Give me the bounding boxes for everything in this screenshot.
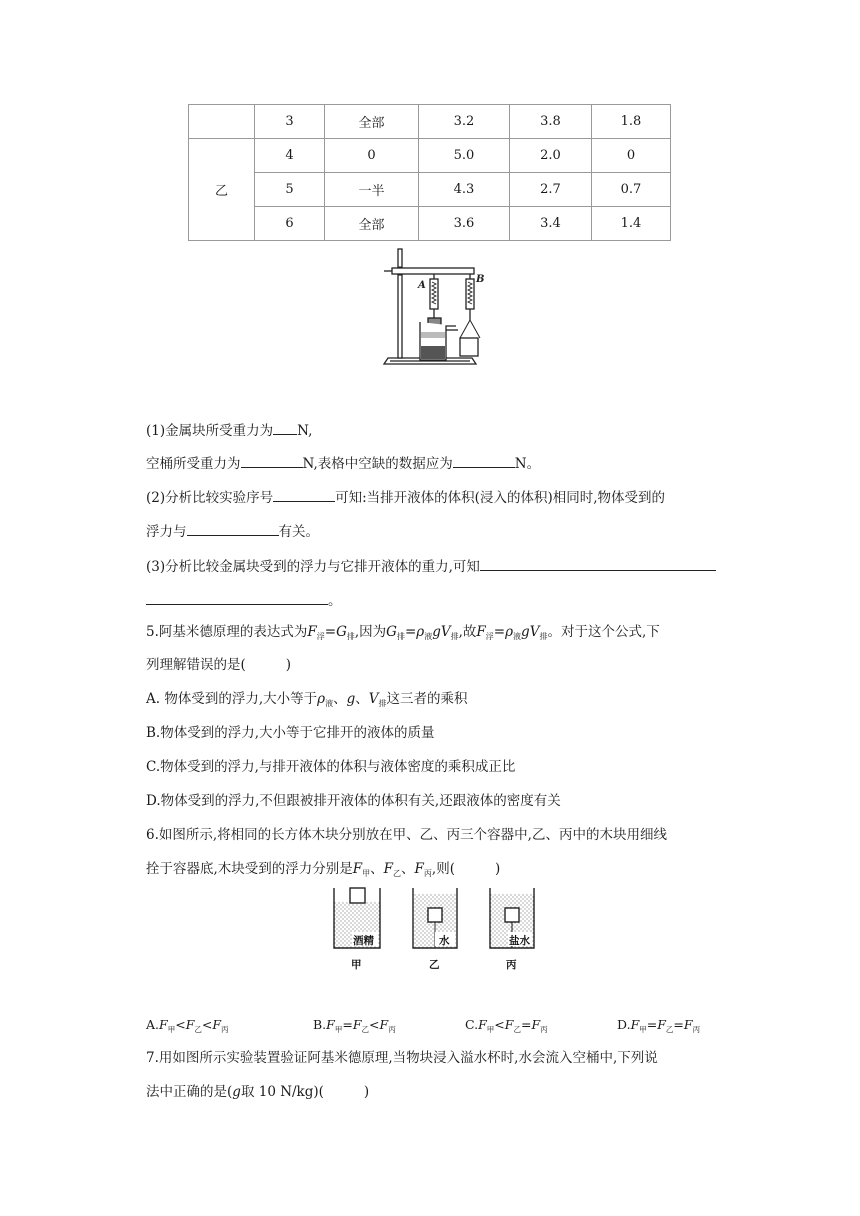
q6-stem-line1: 6.如图所示,将相同的长方体木块分别放在甲、乙、丙三个容器中,乙、丙中的木块用细线 (146, 827, 667, 843)
q6-option-a[interactable]: $A.F_甲<F_乙<F_丙$ (146, 1017, 229, 1034)
q4-part1-line1: (1)金属块所受重力为 N, (146, 420, 312, 440)
table-cell-immersion: 一半 (325, 173, 419, 207)
table-cell-value: 2.0 (510, 139, 592, 173)
answer-blank[interactable] (453, 453, 515, 468)
q5-option-d[interactable]: D.物体受到的浮力,不但跟被排开液体的体积有关,还跟液体的密度有关 (146, 793, 561, 809)
liquid-label-brine: 盐水 (509, 935, 530, 947)
answer-blank[interactable] (480, 556, 716, 571)
q5-option-b[interactable]: B.物体受到的浮力,大小等于它排开的液体的质量 (146, 725, 435, 741)
table-cell-seq: 4 (255, 139, 325, 173)
answer-blank[interactable] (187, 521, 279, 536)
table-cell-seq: 5 (255, 173, 325, 207)
table-cell-value: 1.8 (592, 105, 671, 139)
label-a: A (418, 280, 426, 291)
table-cell-value: 3.8 (510, 105, 592, 139)
table-row (189, 173, 671, 207)
q7-stem-line1: 7.用如图所示实验装置验证阿基米德原理,当物块浸入溢水杯时,水会流入空桶中,下列说 (146, 1050, 658, 1066)
experiment-data-table (188, 104, 671, 241)
table-cell-value: 3.4 (510, 207, 592, 241)
table-cell-value: 2.7 (510, 173, 592, 207)
q7-stem-line2: 法中正确的是(g取 10 N/kg)( ) (146, 1084, 370, 1100)
table-cell-value: 0 (592, 139, 671, 173)
table-cell-value: 4.3 (419, 173, 510, 207)
table-cell-value: 3.2 (419, 105, 510, 139)
table-row (189, 139, 671, 173)
container-caption-yi: 乙 (429, 959, 440, 971)
table-cell-value: 5.0 (419, 139, 510, 173)
q5-stem-line2: 列理解错误的是( ) (146, 657, 292, 673)
three-containers-figure (332, 884, 546, 974)
table-row (189, 207, 671, 241)
q5-option-a[interactable]: A. 物体受到的浮力,大小等于$\rho_液$、g、$V_排$这三者的乘积 (146, 691, 468, 708)
table-cell-group (189, 105, 255, 139)
q6-option-b[interactable]: $B.F_甲=F_乙<F_丙$ (313, 1017, 396, 1034)
q4-part3-line1: (3)分析比较金属块受到的浮力与它排开液体的重力,可知 (146, 556, 716, 576)
container-caption-jia: 甲 (351, 959, 362, 971)
answer-blank[interactable] (146, 590, 328, 605)
q4-part1-line2: 空桶所受重力为 N,表格中空缺的数据应为 N。 (146, 453, 540, 473)
q6-option-d[interactable]: $D.F_甲=F_乙=F_丙$ (617, 1017, 701, 1034)
q4-part2-line1: (2)分析比较实验序号 可知:当排开液体的体积(浸入的体积)相同时,物体受到的 (146, 487, 665, 507)
q5-option-c[interactable]: C.物体受到的浮力,与排开液体的体积与液体密度的乘积成正比 (146, 759, 516, 775)
liquid-label-alcohol: 酒精 (353, 935, 374, 947)
table-cell-seq: 6 (255, 207, 325, 241)
table-cell-value: 3.6 (419, 207, 510, 241)
table-cell-seq: 3 (255, 105, 325, 139)
table-cell-group: 乙 (189, 139, 255, 241)
liquid-label-water: 水 (439, 935, 450, 947)
q4-part2-line2: 浮力与 有关。 (146, 521, 319, 541)
answer-blank[interactable] (273, 420, 297, 435)
answer-blank[interactable] (273, 487, 335, 502)
table-cell-immersion: 0 (325, 139, 419, 173)
table-cell-immersion: 全部 (325, 207, 419, 241)
q4-part3-line2: 。 (146, 590, 342, 610)
q6-stem-line2: 拴于容器底,木块受到的浮力分别是$F_甲$、$F_乙$、$F_丙$,则( ) (146, 861, 501, 878)
table-cell-value: 0.7 (592, 173, 671, 207)
q5-stem-line1: 5.阿基米德原理的表达式为$F_浮=G_排$,因为$G_排=\rho_液gV_排$,故$F_浮=\rho_液gV_排$。对于这个公式,下 (146, 624, 660, 641)
table-row (189, 105, 671, 139)
spring-scale-apparatus-figure (380, 246, 485, 370)
table-cell-value: 1.4 (592, 207, 671, 241)
label-b: B (476, 274, 485, 285)
container-caption-bing: 丙 (506, 959, 517, 971)
q6-option-c[interactable]: $C.F_甲<F_乙=F_丙$ (465, 1017, 548, 1034)
answer-blank[interactable] (241, 453, 303, 468)
table-cell-immersion: 全部 (325, 105, 419, 139)
